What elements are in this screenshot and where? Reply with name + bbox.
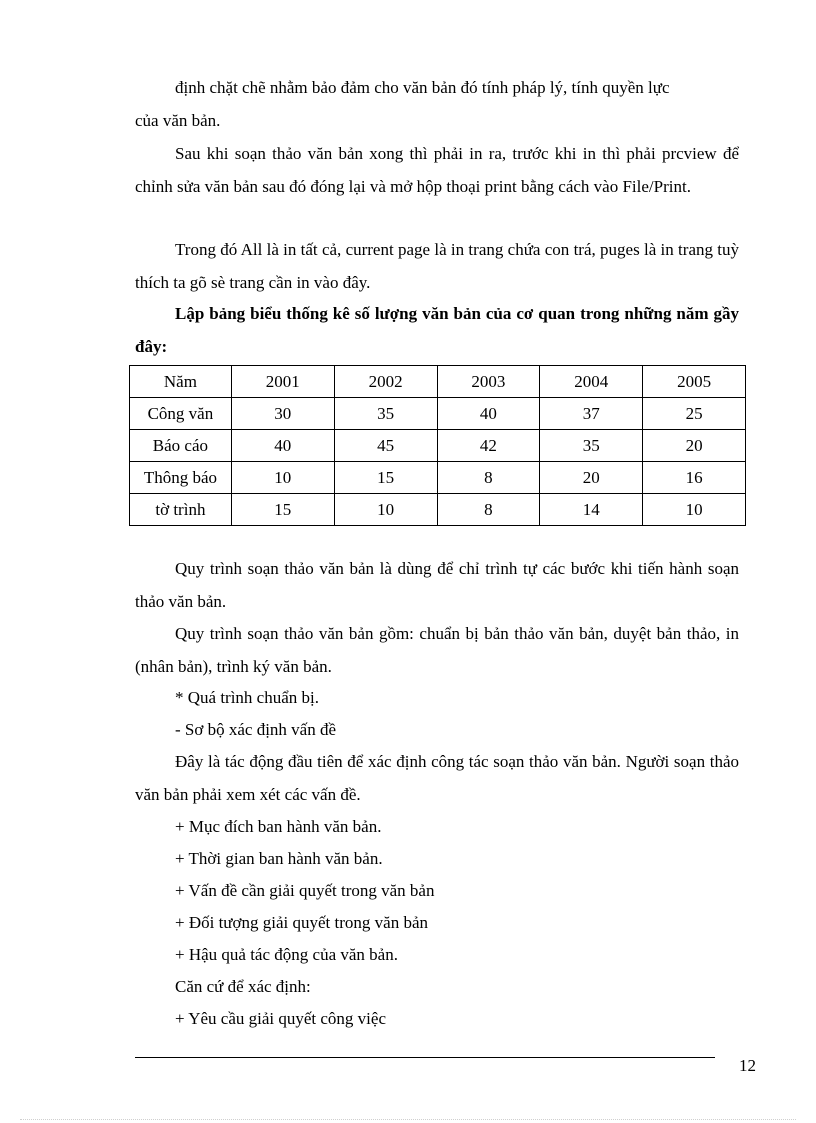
table-cell: 30 — [231, 398, 334, 430]
list-item: + Thời gian ban hành văn bản. — [175, 849, 383, 868]
list-item: * Quá trình chuẩn bị. — [175, 688, 319, 707]
page-bottom-divider — [20, 1119, 796, 1120]
table-header-cell: 2001 — [231, 366, 334, 398]
table-row — [130, 462, 746, 494]
table-cell: 35 — [334, 398, 437, 430]
table-cell: 10 — [231, 462, 334, 494]
table-cell: 16 — [643, 462, 746, 494]
table-header-cell: 2002 — [334, 366, 437, 398]
table-cell: 20 — [540, 462, 643, 494]
paragraph-line: định chặt chẽ nhằm bảo đảm cho văn bản đó tính pháp lý, tính quyền lực — [175, 78, 670, 97]
paragraph-line: của văn bản. — [135, 111, 221, 130]
table-cell: 25 — [643, 398, 746, 430]
table-row-label: tờ trình — [130, 494, 232, 526]
footer-rule — [135, 1057, 715, 1058]
table-row — [130, 494, 746, 526]
statistics-table — [129, 365, 746, 526]
paragraph-process-steps: Quy trình soạn thảo văn bản gồm: chuẩn bị bản thảo văn bản, duyệt bản thảo, in (nhân bản), trình ký văn bản. — [135, 624, 739, 676]
paragraph-print-options: Trong đó All là in tất cả, current page là in trang chứa con trá, puges là in trang tuỳ thích ta gõ sè trang cần in vào đây. — [135, 240, 739, 292]
table-cell: 35 — [540, 430, 643, 462]
table-cell: 15 — [334, 462, 437, 494]
table-header-row — [130, 366, 746, 398]
table-cell: 45 — [334, 430, 437, 462]
table-row — [130, 398, 746, 430]
table-row-label: Thông báo — [130, 462, 232, 494]
paragraph-preview: Sau khi soạn thảo văn bản xong thì phải in ra, trước khi in thì phải prcview để chỉnh sửa văn bản sau đó đóng lại và mở hộp thoại print bằng cách vào File/Print. — [135, 144, 739, 196]
table-cell: 40 — [231, 430, 334, 462]
list-item: - Sơ bộ xác định vấn đề — [175, 720, 337, 739]
section-heading: Lập bảng biểu thống kê số lượng văn bản của cơ quan trong những năm gầy đây: — [135, 304, 739, 356]
table-cell: 15 — [231, 494, 334, 526]
table-cell: 37 — [540, 398, 643, 430]
table-cell: 40 — [437, 398, 540, 430]
list-item: Căn cứ để xác định: — [175, 977, 311, 996]
table-cell: 8 — [437, 494, 540, 526]
table-cell: 10 — [643, 494, 746, 526]
list-item: + Yêu cầu giải quyết công việc — [175, 1009, 386, 1028]
table-cell: 14 — [540, 494, 643, 526]
table-row-label: Công văn — [130, 398, 232, 430]
list-item: + Hậu quả tác động của văn bản. — [175, 945, 398, 964]
table-cell: 42 — [437, 430, 540, 462]
table-row — [130, 430, 746, 462]
table-header-cell: 2004 — [540, 366, 643, 398]
table-header-cell: Năm — [130, 366, 232, 398]
table-cell: 8 — [437, 462, 540, 494]
table-header-cell: 2005 — [643, 366, 746, 398]
paragraph-first-step: Đây là tác động đầu tiên để xác định công tác soạn thảo văn bản. Người soạn thảo văn bản phải xem xét các vấn đề. — [135, 752, 739, 804]
table-row-label: Báo cáo — [130, 430, 232, 462]
list-item: + Mục đích ban hành văn bản. — [175, 817, 382, 836]
page-number: 12 — [739, 1056, 756, 1075]
table-cell: 20 — [643, 430, 746, 462]
list-item: + Đối tượng giải quyết trong văn bản — [175, 913, 428, 932]
list-item: + Vấn đề cần giải quyết trong văn bản — [175, 881, 435, 900]
table-header-cell: 2003 — [437, 366, 540, 398]
table-cell: 10 — [334, 494, 437, 526]
paragraph-process-definition: Quy trình soạn thảo văn bản là dùng để chỉ trình tự các bước khi tiến hành soạn thảo văn bản. — [135, 559, 739, 611]
